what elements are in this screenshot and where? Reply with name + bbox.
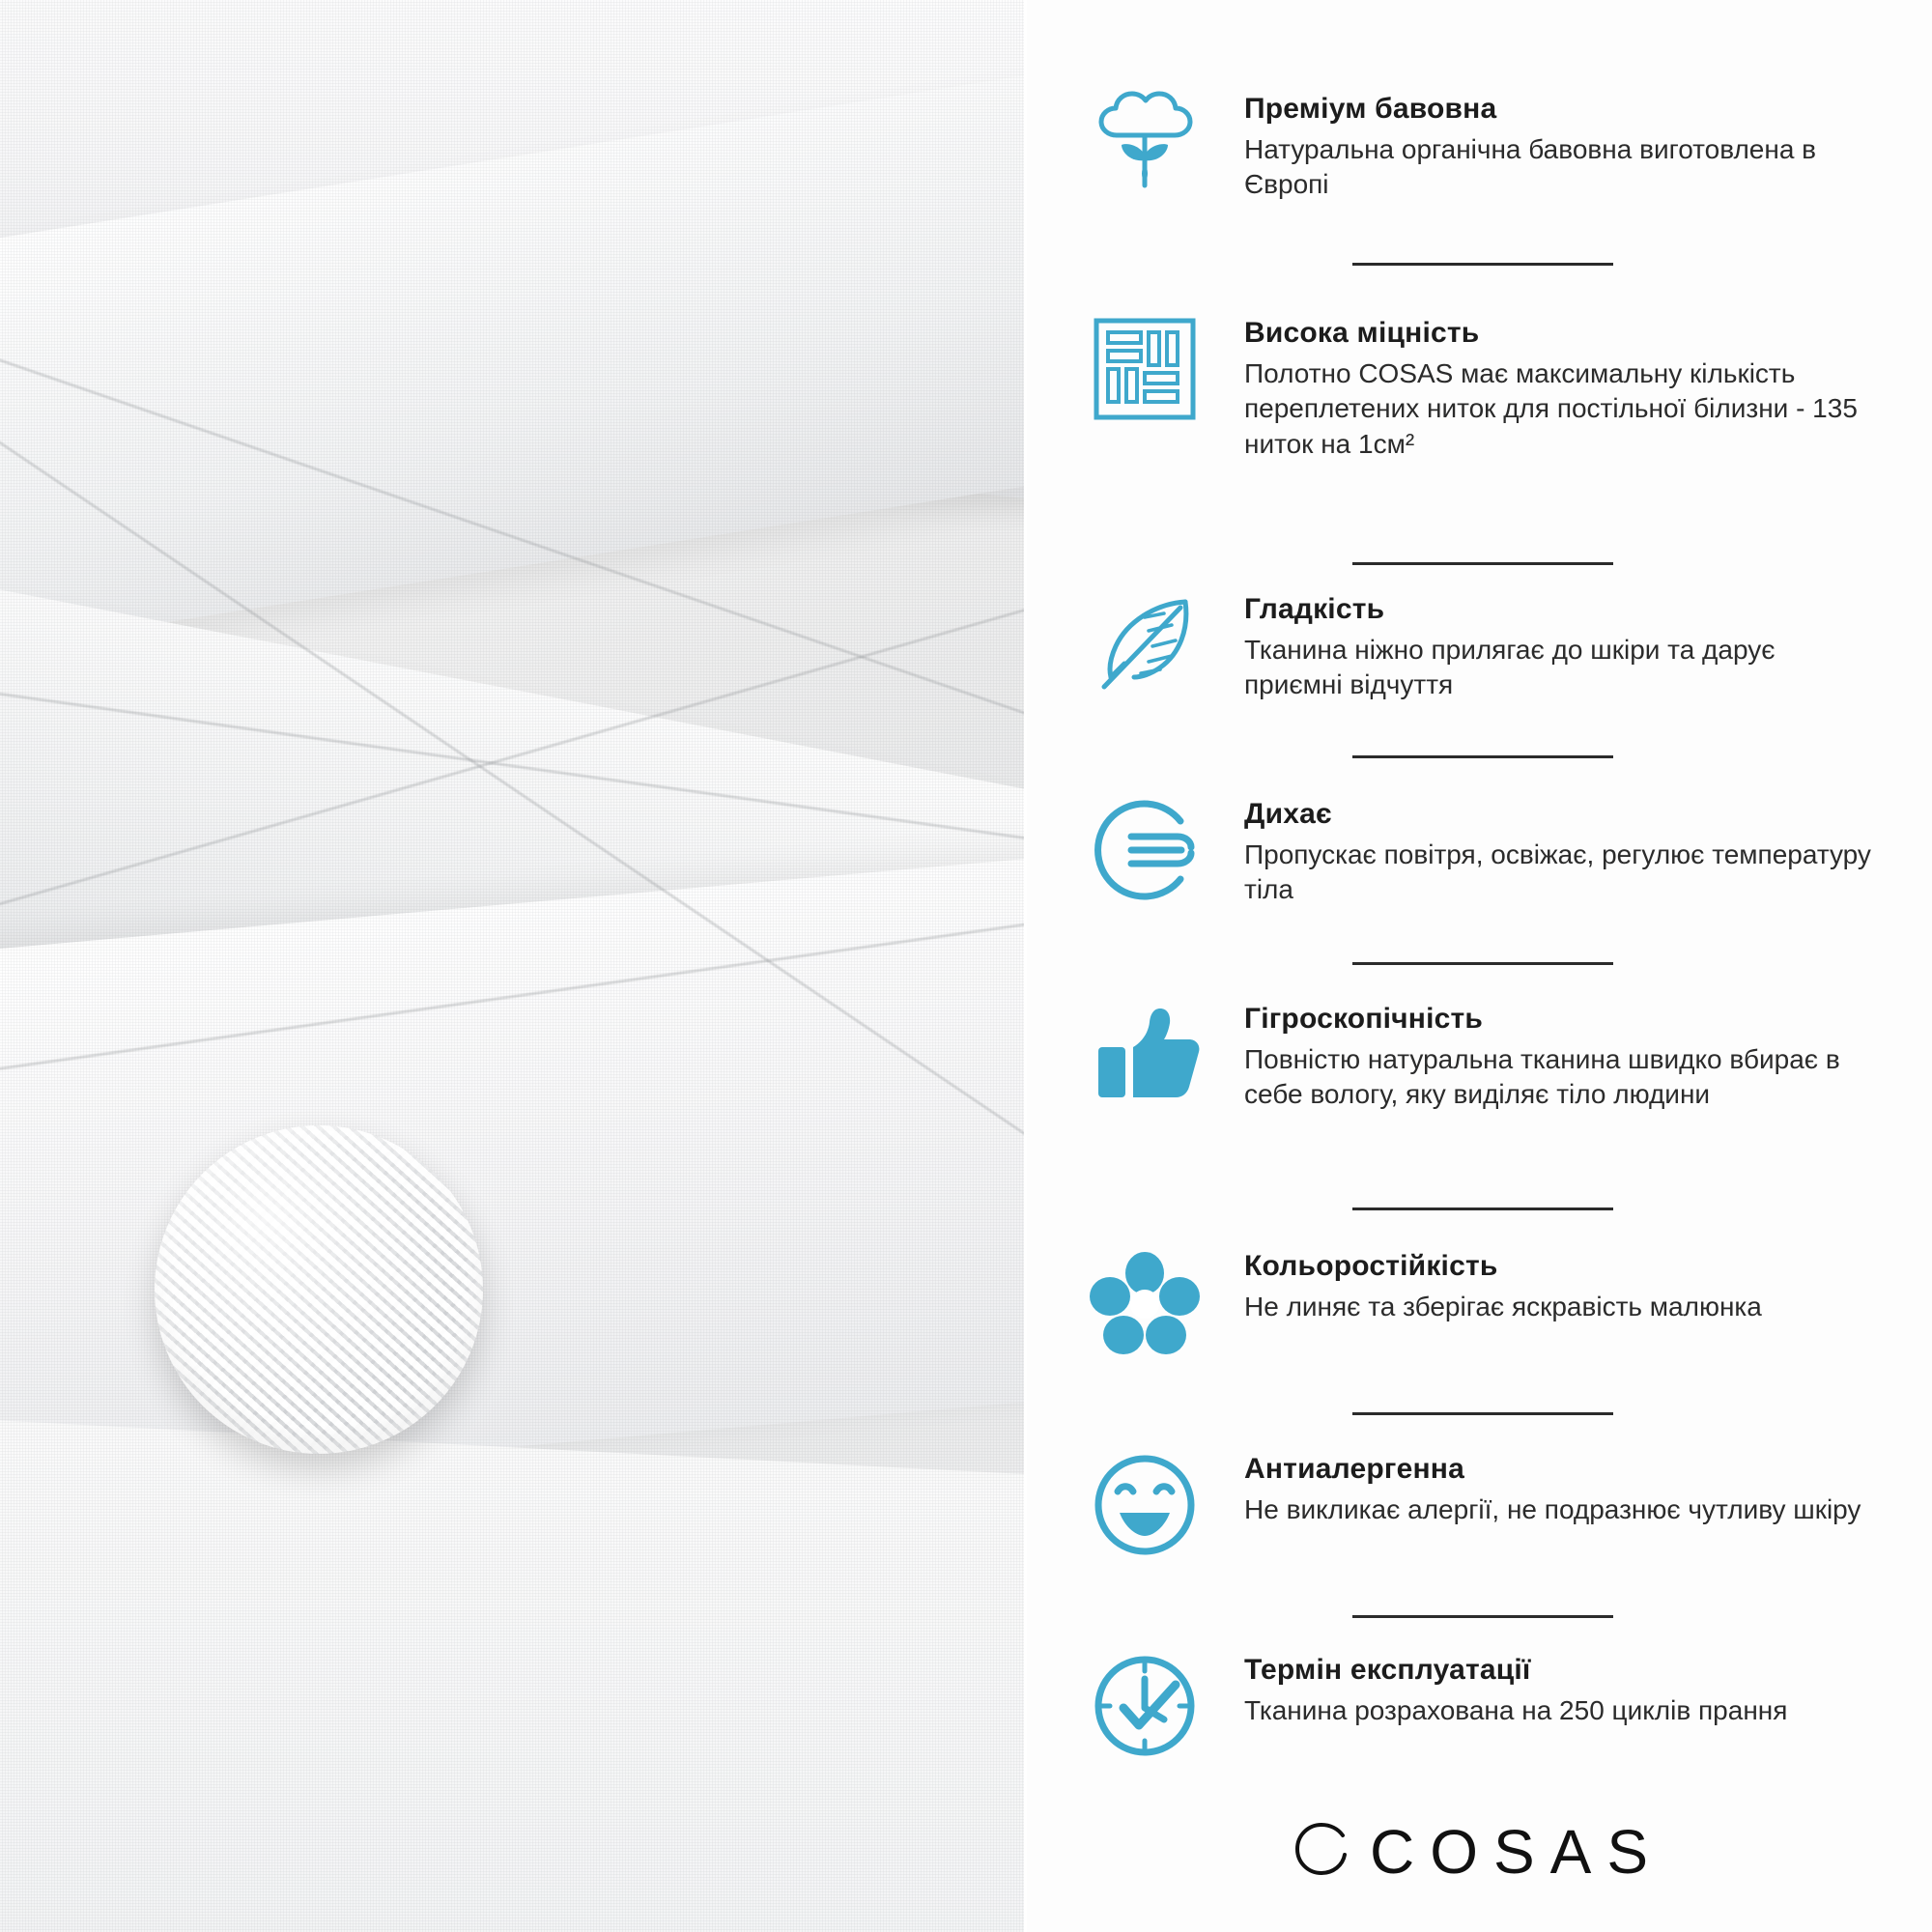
fabric-weave-swatch bbox=[155, 1125, 483, 1454]
feature-title: Преміум бавовна bbox=[1244, 93, 1497, 125]
smiley-face-icon bbox=[1082, 1447, 1208, 1563]
feature-title: Висока міцність bbox=[1244, 317, 1480, 349]
brand-name: COSAS bbox=[1369, 1817, 1664, 1887]
flower-icon bbox=[1082, 1244, 1208, 1360]
feature-item-hygroscopic bbox=[1082, 997, 1874, 1113]
feature-divider bbox=[1352, 1412, 1613, 1415]
feature-title: Антиалергенна bbox=[1244, 1453, 1464, 1485]
feature-item-high-strength bbox=[1082, 311, 1874, 463]
clock-check-icon bbox=[1082, 1648, 1208, 1764]
feature-title: Дихає bbox=[1244, 798, 1332, 830]
feature-text-block bbox=[1244, 997, 1874, 1113]
feature-item-premium-cotton bbox=[1082, 87, 1874, 203]
feature-title: Термін експлуатації bbox=[1244, 1654, 1531, 1686]
weave-grid-icon bbox=[1082, 311, 1208, 427]
feature-description: Не линяє та зберігає яскравість малюнка bbox=[1244, 1291, 1762, 1321]
feature-item-colorfastness bbox=[1082, 1244, 1874, 1360]
feature-text-block bbox=[1244, 1244, 1762, 1324]
feature-description: Полотно COSAS має максимальну кількість переплетених ниток для постільної білизни - 135 ниток на 1см² bbox=[1244, 357, 1858, 460]
feature-text-block bbox=[1244, 87, 1874, 203]
feature-item-hypoallergenic bbox=[1082, 1447, 1874, 1563]
feature-text-block bbox=[1244, 587, 1874, 703]
features-panel bbox=[1024, 0, 1932, 1932]
feature-divider bbox=[1352, 755, 1613, 758]
airflow-circle-icon bbox=[1082, 792, 1208, 908]
feature-text-block bbox=[1244, 1648, 1787, 1728]
feature-title: Кольоростійкість bbox=[1244, 1250, 1498, 1282]
feature-item-breathable bbox=[1082, 792, 1874, 908]
feature-text-block bbox=[1244, 1447, 1861, 1527]
feature-divider bbox=[1352, 562, 1613, 565]
feature-description: Натуральна органічна бавовна виготовлена в Європі bbox=[1244, 133, 1817, 200]
feather-icon bbox=[1082, 587, 1208, 703]
thumbs-up-icon bbox=[1082, 997, 1208, 1113]
circle-brushstroke-icon bbox=[1293, 1820, 1352, 1885]
feature-text-block bbox=[1244, 311, 1874, 463]
feature-title: Гігроскопічність bbox=[1244, 1003, 1484, 1035]
feature-text-block bbox=[1244, 792, 1874, 908]
feature-description: Повністю натуральна тканина швидко вбирає в себе вологу, яку виділяє тіло людини bbox=[1244, 1043, 1840, 1110]
feature-description: Тканина розрахована на 250 циклів прання bbox=[1244, 1694, 1788, 1725]
brand-logo bbox=[1024, 1816, 1932, 1888]
cotton-flower-icon bbox=[1082, 87, 1208, 203]
feature-divider bbox=[1352, 263, 1613, 266]
feature-description: Тканина ніжно прилягає до шкіри та дарує приємні відчуття bbox=[1244, 634, 1776, 700]
feature-item-smoothness bbox=[1082, 587, 1874, 703]
feature-description: Не викликає алергії, не подразнює чутливу шкіру bbox=[1244, 1493, 1861, 1524]
feature-title: Гладкість bbox=[1244, 593, 1385, 625]
feature-description: Пропускає повітря, освіжає, регулює температуру тіла bbox=[1244, 838, 1871, 905]
feature-item-lifespan bbox=[1082, 1648, 1874, 1764]
feature-divider bbox=[1352, 1615, 1613, 1618]
feature-divider bbox=[1352, 962, 1613, 965]
feature-divider bbox=[1352, 1208, 1613, 1210]
